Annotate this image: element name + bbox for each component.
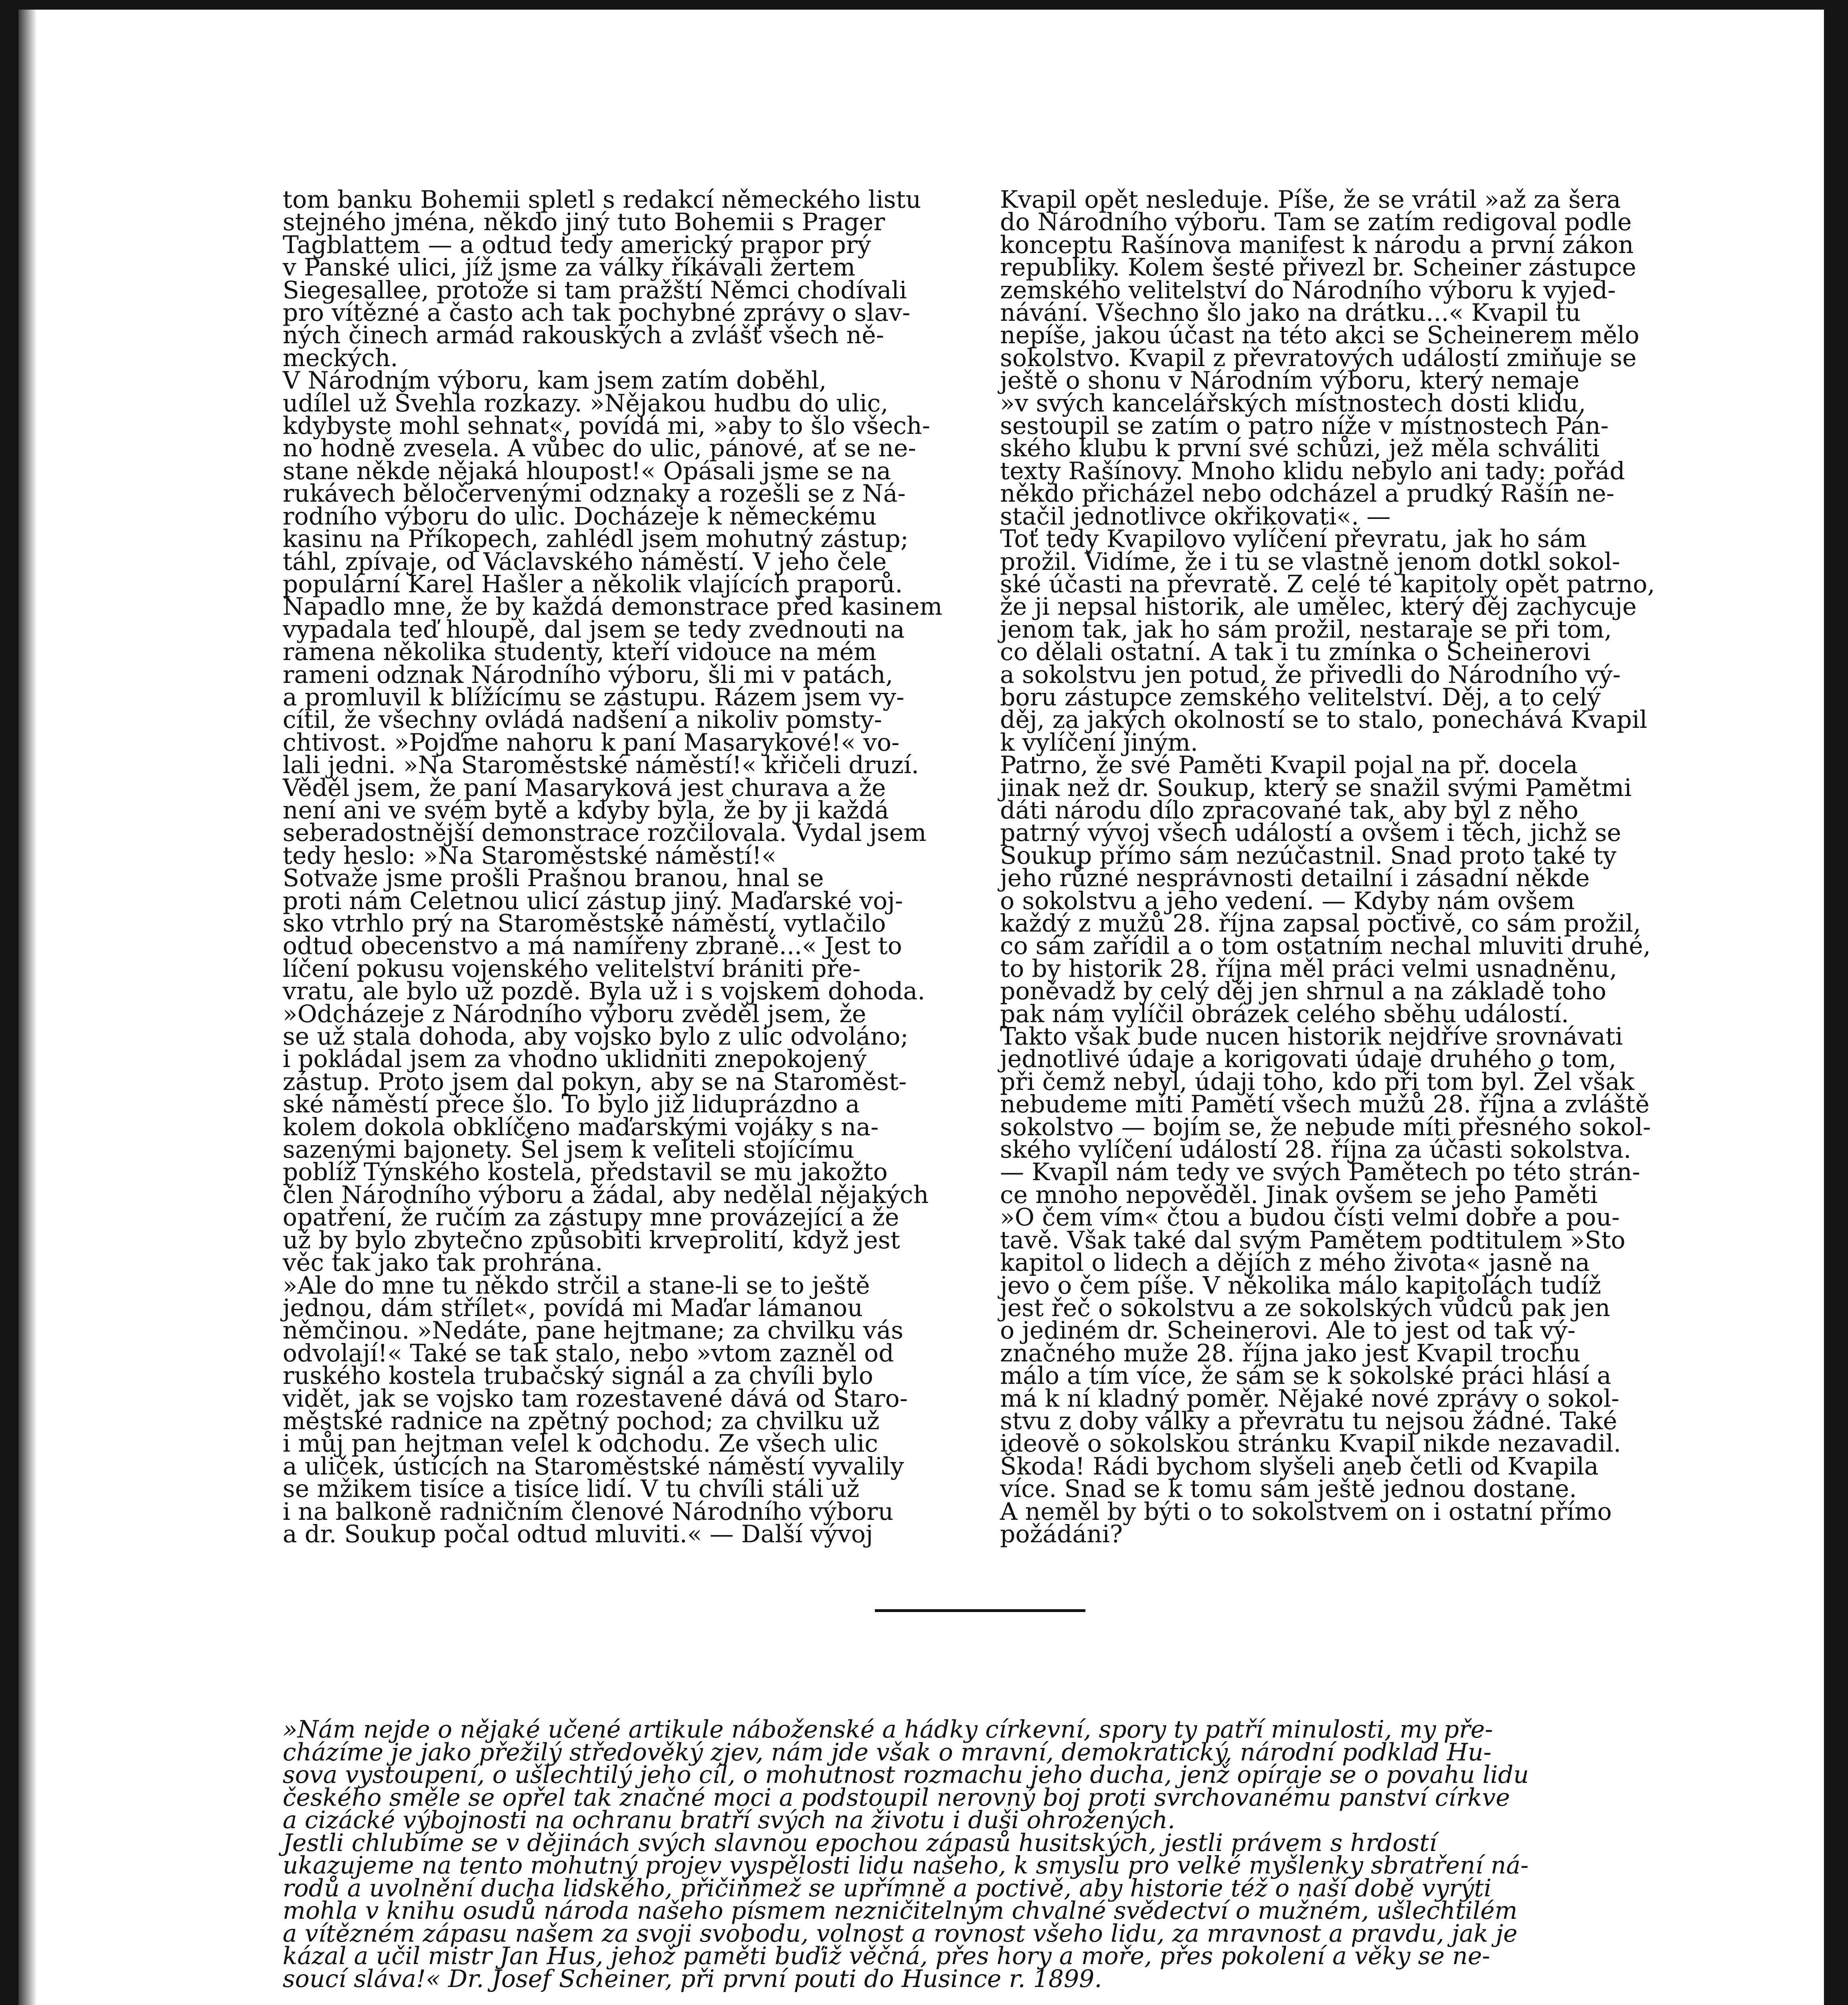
right-column-text: Kvapil opět nesleduje. Píše, že se vrátil »až za šera do Národního výboru. Tam se zatím redigoval podle konceptu Rašínova manifest k národu a první zákon republiky. Kolem šesté přivezl br. Scheiner zástupce zemského velitelství do Národního výboru k vyjed- návání. Všechno šlo jako na drátku...« Kvapil tu nepíše, jakou účast na této akci se Scheinerem mělo sokolstvo. Kvapil z převratových událostí zmiňuje se ještě o shonu v Národním výboru, který nemaje »v svých kancelářských místnostech dosti klidu, sestoupil se zatím o patro níže v místnostech Pán- ského klubu k první své schůzi, jež měla schváliti texty Rašínovy. Mnoho klidu nebylo ani tady: pořád někdo přicházel nebo odcházel a prudký Rašín ne- stačil jednotlivce okřikovati«. — Toť tedy Kvapilovo vylíčení převratu, jak ho sám prožil. Vidíme, že i tu se vlastně jenom dotkl sokol- ské účasti na převratě. Z celé té kapitoly opět patrno, že ji nepsal historik, ale umělec, který děj zachycuje jenom tak, jak ho sám prožil, nestaraje se při tom, co dělali ostatní. A tak i tu zmínka o Scheinerovi a sokolstvu jen potud, že přivedli do Národního vý- boru zástupce zemského velitelství. Děj, a to celý děj, za jakých okolností se to stalo, ponechává Kvapil k vylíčení jiným. Patrno, že své Paměti Kvapil pojal na př. docela jinak než dr. Soukup, který se snažil svými Pamětmi dáti národu dílo zpracované tak, aby byl z něho patrný vývoj všech událostí a ovšem i těch, jichž se Soukup přímo sám nezúčastnil. Snad proto také ty jeho různé nesprávnosti detailní i zásadní někde o sokolstvu a jeho vedení. — Kdyby nám ovšem každý z mužů 28. října zapsal poctivě, co sám prožil, co sám zařídil a o tom ostatním nechal mluviti druhé, to by historik 28. října měl práci velmi usnadněnu, poněvadž by celý děj jen shrnul a na základě toho pak nám vylíčil obrázek celého sběhu událostí. Takto však bude nucen historik nejdříve srovnávati jednotlivé údaje a korigovati údaje druhého o tom, při čemž nebyl, údaji toho, kdo při tom byl. Žel však nebudeme míti Pamětí všech mužů 28. října a zvláště sokolstvo — bojím se, že nebude míti přesného sokol- ského vylíčení událostí 28. října za účasti sokolstva. — Kvapil nám tedy ve svých Pamětech po této strán- ce mnoho nepověděl. Jinak ovšem se jeho Paměti »O čem vím« čtou a budou čísti velmi dobře a pou- tavě. Však také dal svým Pamětem podtitulem »Sto kapitol o lidech a dějích z mého života« jasně na jevo o čem píše. V několika málo kapitolách tudíž jest řeč o sokolstvu a ze sokolských vůdců pak jen o jediném dr. Scheinerovi. Ale to jest od tak vý- značného muže 28. října jako jest Kvapil trochu málo a tím více, že sám se k sokolské práci hlásí a má k ní kladný poměr. Nějaké nové zprávy o sokol- stvu z doby války a převratu tu nejsou žádné. Také ideově o sokolskou stránku Kvapil nikde nezavadil. Škoda! Rádi bychom slyšeli aneb četli od Kvapila více. Snad se k tomu sám ještě jednou dostane. A neměl by býti o to sokolstvem on i ostatní přímo požádáni? [1000, 186, 1655, 1548]
section-divider [875, 1609, 1085, 1612]
scheiner-quote: »Nám nejde o nějaké učené artikule náboženské a hádky církevní, spory ty patří minulosti, my pře- cházíme je jako přežilý středověký zjev, nám jde však o mravní, demokratický, národní podklad Hu- sova vystoupení, o ušlechtilý jeho cíl, o mohutnost rozmachu jeho ducha, jenž opíraje se o povahu lidu českého směle se opřel tak značné moci a podstoupil nerovný boj proti svrchovanému panství církve a cizácké výbojnosti na ochranu bratří svých na životu i duši ohrožených. Jestli chlubíme se v dějinách svých slavnou epochou zápasů husitských, jestli právem s hrdostí ukazujeme na tento mohutný projev vyspělosti lidu našeho, k smyslu pro velké myšlenky sbratření ná- rodů a uvolnění ducha lidského, přičiňmež se upřímně a poctivě, aby historie též o naší době vyrýti mohla v knihu osudů národa našeho písmem nezničitelným chvalné svědectví o mužném, ušlechtilém a vítězném zápasu našem za svoji svobodu, volnost a rovnost všeho lidu, za mravnost a pravdu, jak je kázal a učil mistr Jan Hus, jehož paměti buďiž věčná, přes hory a moře, přes pokolení a věky se ne- soucí sláva!« Dr. Josef Scheiner, při první pouti do Husince r. 1899. [283, 1715, 1529, 1993]
binding-shadow [18, 10, 37, 2005]
left-column-text: tom banku Bohemii spletl s redakcí německého listu stejného jména, někdo jiný tuto Bohemii s Prager Tagblattem — a odtud tedy americký prapor prý v Panské ulici, jíž jsme za války říkávali žertem Siegesallee, protože si tam pražští Němci chodívali pro vítězné a často ach tak pochybné zprávy o slav- ných činech armád rakouských a zvlášť všech ně- meckých. V Národním výboru, kam jsem zatím doběhl, udílel už Švehla rozkazy. »Nějakou hudbu do ulic, kdybyste mohl sehnat«, povídá mi, »aby to šlo všech- no hodně zvesela. A vůbec do ulic, pánové, ať se ne- stane někde nějaká hloupost!« Opásali jsme se na rukávech běločervenými odznaky a rozešli se z Ná- rodního výboru do ulic. Docházeje k německému kasinu na Příkopech, zahlédl jsem mohutný zástup; táhl, zpívaje, od Václavského náměstí. V jeho čele populární Karel Hašler a několik vlajících praporů. Napadlo mne, že by každá demonstrace před kasinem vypadala teď hloupě, dal jsem se tedy zvednouti na ramena několika studenty, kteří vidouce na mém rameni odznak Národního výboru, šli mi v patách, a promluvil k blížícímu se zástupu. Rázem jsem vy- cítil, že všechny ovládá nadšení a nikoliv pomsty- chtivost. »Pojďme nahoru k paní Masarykové!« vo- lali jedni. »Na Staroměstské náměstí!« křičeli druzí. Věděl jsem, že paní Masaryková jest churava a že není ani ve svém bytě a kdyby byla, že by ji každá seberadostnější demonstrace rozčilovala. Vydal jsem tedy heslo: »Na Staroměstské náměstí!« Sotvaže jsme prošli Prašnou branou, hnal se proti nám Celetnou ulicí zástup jiný. Maďarské voj- sko vtrhlo prý na Staroměstské náměstí, vytlačilo odtud obecenstvo a má namířeny zbraně...« Jest to líčení pokusu vojenského velitelství brániti pře- vratu, ale bylo už pozdě. Byla už i s vojskem dohoda. »Odcházeje z Národního výboru zvěděl jsem, že se už stala dohoda, aby vojsko bylo z ulic odvoláno; i pokládal jsem za vhodno uklidniti znepokojený zástup. Proto jsem dal pokyn, aby se na Staroměst- ské náměstí přece šlo. To bylo již liduprázdno a kolem dokola obklíčeno maďarskými vojáky s na- sazenými bajonety. Šel jsem k veliteli stojícímu poblíž Týnského kostela, představil se mu jakožto člen Národního výboru a žádal, aby nedělal nějakých opatření, že ručím za zástupy mne provázející a že už by bylo zbytečno způsobiti krveprolití, když jest věc tak jako tak prohrána. »Ale do mne tu někdo strčil a stane-li se to ještě jednou, dám střílet«, povídá mi Maďar lámanou němčinou. »Nedáte, pane hejtmane; za chvilku vás odvolají!« Také se tak stalo, nebo »vtom zazněl od ruského kostela trubačský signál a za chvíli bylo vidět, jak se vojsko tam rozestavené dává od Staro- městské radnice na zpětný pochod; za chvilku už i můj pan hejtman velel k odchodu. Ze všech ulic a uliček, ústících na Staroměstské náměstí vyvalily se mžikem tisíce a tisíce lidí. V tu chvíli stáli už i na balkoně radničním členové Národního výboru a dr. Soukup počal odtud mluviti.« — Další vývoj [283, 186, 943, 1548]
